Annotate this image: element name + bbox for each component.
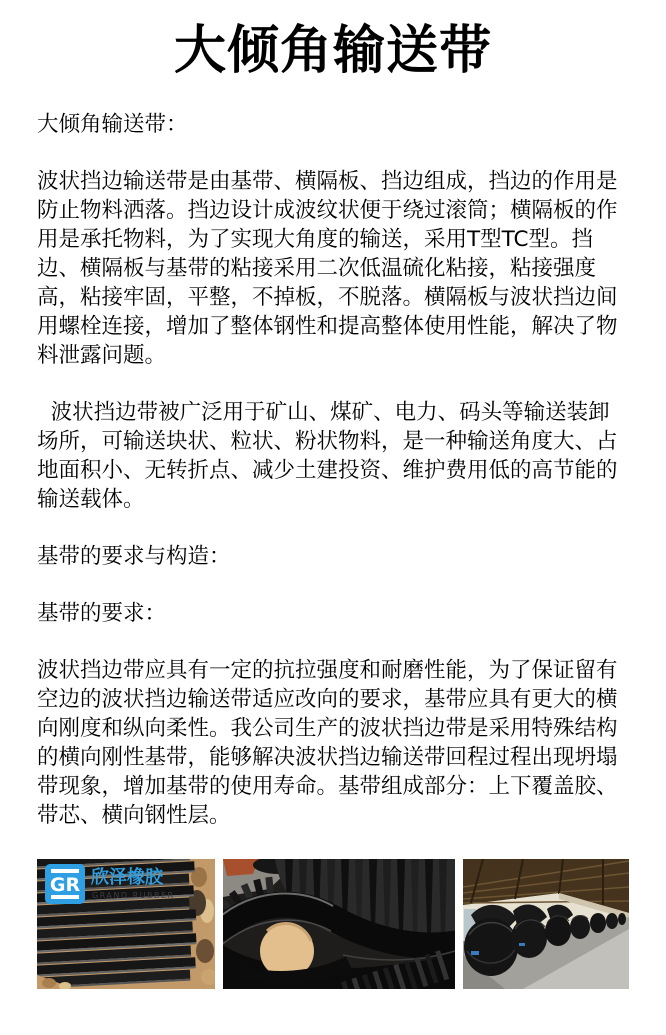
photo-belt-loop-closeup (223, 859, 455, 989)
paragraph-composition: 波状挡边输送带是由基带、横隔板、挡边组成，挡边的作用是防止物料洒落。挡边设计成波纹状便于绕过滚筒；横隔板的作用是承托物料，为了实现大角度的输送，采用T型TC型。挡边、横隔板与基带的粘接采用二次低温硫化粘接，粘接强度高，粘接牢固，平整，不掉板，不脱落。横隔板与波状挡边间用螺栓连接，增加了整体钢性和提高整体使用性能，解决了物料泄露问题。 (37, 169, 618, 369)
brand-name-cn: 欣泽橡胶 (91, 867, 163, 889)
sidewall-strips-illustration (37, 859, 215, 989)
intro-label: 大倾角输送带： (37, 112, 188, 138)
brand-monogram: GR (49, 874, 81, 897)
photo-sidewall-strips (37, 859, 215, 989)
page-title: 大倾角输送带 (173, 21, 492, 81)
paragraph-base-belt-details: 波状挡边带应具有一定的抗拉强度和耐磨性能，为了保证留有空边的波状挡边输送带适应改向的要求，基带应具有更大的横向刚度和纵向柔性。我公司生产的波状挡边带是采用特殊结构的横向刚性基带，能够解决波状挡边输送带回程过程出现坍塌带现象，增加基带的使用寿命。基带组成部分：上下覆盖胶、带芯、横向钢性层。 (37, 658, 618, 829)
paragraph-applications: 波状挡边带被广泛用于矿山、煤矿、电力、码头等输送装卸场所，可输送块状、粒状、粉状物料，是一种输送角度大、占地面积小、无转折点、减少土建投资、维护费用低的高节能的输送载体。 (37, 400, 618, 513)
photo-warehouse-rolls (463, 859, 629, 989)
warehouse-illustration (463, 859, 629, 989)
brand-watermark (45, 864, 175, 904)
heading-base-belt-requirements: 基带的要求： (37, 601, 167, 627)
photo-gallery (37, 859, 629, 989)
brand-name-en: GRAND RUBBER (92, 891, 175, 901)
heading-base-belt-requirements-structure: 基带的要求与构造： (37, 544, 231, 570)
product-description (37, 110, 629, 830)
belt-loop-illustration (223, 859, 455, 989)
